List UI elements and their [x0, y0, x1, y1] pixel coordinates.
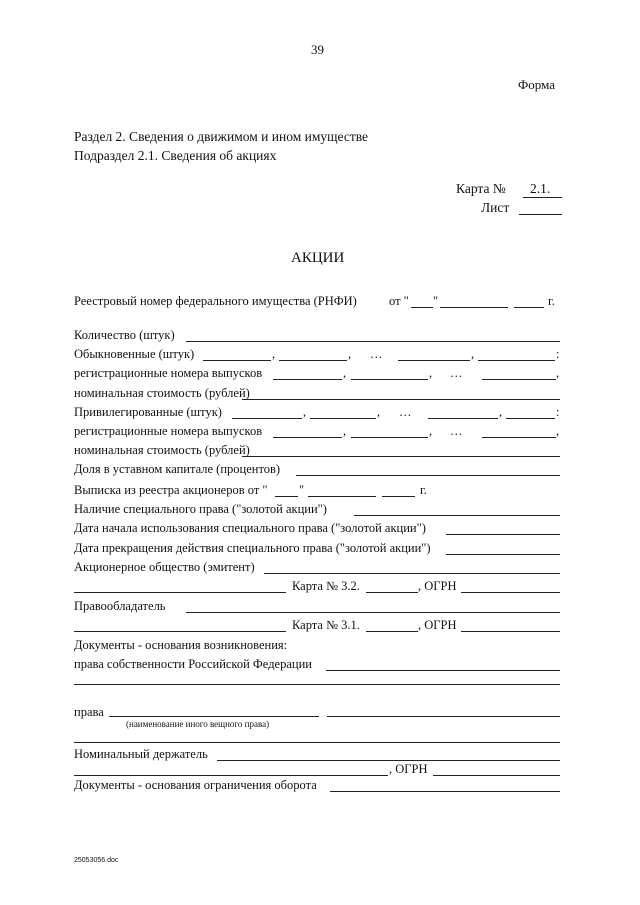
quote: ": [299, 483, 305, 497]
colon: :: [556, 347, 560, 361]
nominal-value-label: номинальная стоимость (рублей): [74, 386, 250, 400]
rnfi-quote: ": [433, 294, 439, 308]
registry-extract-year-suffix: г.: [420, 483, 427, 497]
comma: ,: [377, 405, 381, 419]
subsection-title: Подраздел 2.1. Сведения об акциях: [74, 148, 277, 163]
docs-restriction-label: Документы - основания ограничения оборота: [74, 778, 317, 792]
card-value[interactable]: 2.1.: [530, 181, 551, 196]
preferred-field-1[interactable]: [232, 418, 302, 419]
issuer-ogrn-field[interactable]: [461, 592, 560, 593]
issuer-ogrn-label: , ОГРН: [418, 579, 457, 593]
section-title: Раздел 2. Сведения о движимом и ином имуществе: [74, 129, 369, 144]
issuer-card-label: Карта № 3.2.: [292, 579, 360, 593]
docs-origin-label: Документы - основания возникновения:: [74, 638, 288, 652]
rightholder-name-field[interactable]: [186, 612, 560, 613]
ownership-rf-field[interactable]: [326, 670, 560, 671]
ownership-rf-field-2[interactable]: [74, 684, 560, 685]
rights-name-field[interactable]: [109, 716, 319, 717]
ordinary-field-1[interactable]: [203, 360, 271, 361]
colon: :: [556, 405, 560, 419]
rightholder-card-field[interactable]: [366, 631, 418, 632]
issuer-label: Акционерное общество (эмитент): [74, 560, 255, 574]
sheet-value-field[interactable]: [519, 214, 562, 215]
golden-start-label: Дата начала использования специального права ("золотой акции"): [74, 521, 426, 535]
reg-numbers-2-field-2[interactable]: [351, 437, 428, 438]
nominee-ogrn-label: , ОГРН: [389, 762, 428, 776]
sheet-label: Лист: [481, 200, 510, 215]
preferred-field-4[interactable]: [506, 418, 555, 419]
comma: ,: [499, 405, 503, 419]
nominee-ogrn-field[interactable]: [433, 775, 560, 776]
reg-numbers-2-field-3[interactable]: [482, 437, 556, 438]
issuer-card-field[interactable]: [366, 592, 418, 593]
nominee-name-field-2[interactable]: [74, 775, 388, 776]
rightholder-label: Правообладатель: [74, 599, 166, 613]
ordinary-field-4[interactable]: [478, 360, 555, 361]
golden-start-field[interactable]: [446, 534, 560, 535]
rightholder-card-label: Карта № 3.1.: [292, 618, 360, 632]
comma: ,: [556, 424, 560, 438]
rightholder-ogrn-label: , ОГРН: [418, 618, 457, 632]
rnfi-day-field[interactable]: [411, 307, 433, 308]
comma: ,: [471, 347, 475, 361]
golden-share-label: Наличие специального права ("золотой акции"): [74, 502, 327, 516]
golden-share-field[interactable]: [354, 515, 560, 516]
comma: ,: [429, 366, 433, 380]
registry-extract-month-field[interactable]: [308, 496, 376, 497]
ordinary-label: Обыкновенные (штук): [74, 347, 195, 361]
nominee-name-field[interactable]: [217, 760, 560, 761]
registry-extract-year-field[interactable]: [382, 496, 415, 497]
ellipsis: …: [450, 366, 463, 380]
preferred-field-2[interactable]: [310, 418, 376, 419]
reg-numbers-2-label: регистрационные номера выпусков: [74, 424, 263, 438]
reg-numbers-label: регистрационные номера выпусков: [74, 366, 263, 380]
nominal-value-field[interactable]: [242, 399, 560, 400]
rightholder-ogrn-field[interactable]: [461, 631, 560, 632]
golden-end-label: Дата прекращения действия специального права ("золотой акции"): [74, 541, 431, 555]
rights-doc-field[interactable]: [327, 716, 560, 717]
rnfi-label: Реестровый номер федерального имущества (РНФИ): [74, 294, 357, 308]
document-title: АКЦИИ: [291, 250, 345, 266]
rnfi-date-from: от ": [389, 294, 409, 308]
reg-numbers-field-2[interactable]: [351, 379, 428, 380]
quantity-label: Количество (штук): [74, 328, 175, 342]
preferred-label: Привилегированные (штук): [74, 405, 222, 419]
reg-numbers-field-1[interactable]: [273, 379, 342, 380]
quantity-field[interactable]: [186, 341, 560, 342]
nominee-label: Номинальный держатель: [74, 747, 208, 761]
ellipsis: …: [450, 424, 463, 438]
rnfi-month-field[interactable]: [440, 307, 508, 308]
comma: ,: [429, 424, 433, 438]
comma: ,: [556, 366, 560, 380]
footer-file-name: 25053056.doc: [74, 857, 119, 864]
card-label: Карта №: [456, 181, 506, 196]
reg-numbers-2-field-1[interactable]: [273, 437, 342, 438]
nominal-value-2-label: номинальная стоимость (рублей): [74, 443, 250, 457]
golden-end-field[interactable]: [446, 554, 560, 555]
nominal-value-2-field[interactable]: [242, 456, 560, 457]
comma: ,: [272, 347, 276, 361]
issuer-name-field-2[interactable]: [74, 592, 286, 593]
form-label: Форма: [518, 77, 555, 92]
registry-extract-day-field[interactable]: [275, 496, 298, 497]
share-capital-label: Доля в уставном капитале (процентов): [74, 462, 281, 476]
rights-caption: (наименование иного вещного права): [126, 719, 270, 729]
ownership-rf-label: права собственности Российской Федерации: [74, 657, 312, 671]
comma: ,: [343, 366, 347, 380]
ordinary-field-3[interactable]: [398, 360, 470, 361]
card-value-underline: [523, 197, 562, 198]
rightholder-name-field-2[interactable]: [74, 631, 286, 632]
rights-field-2[interactable]: [74, 742, 560, 743]
docs-restriction-field[interactable]: [330, 791, 560, 792]
ellipsis: …: [370, 347, 383, 361]
ordinary-field-2[interactable]: [279, 360, 347, 361]
comma: ,: [303, 405, 307, 419]
comma: ,: [348, 347, 352, 361]
issuer-name-field[interactable]: [264, 573, 560, 574]
rights-label: права: [74, 705, 104, 719]
share-capital-field[interactable]: [296, 475, 560, 476]
rnfi-year-field[interactable]: [514, 307, 544, 308]
reg-numbers-field-3[interactable]: [482, 379, 556, 380]
ellipsis: …: [399, 405, 412, 419]
registry-extract-label: Выписка из реестра акционеров от ": [74, 483, 268, 497]
preferred-field-3[interactable]: [428, 418, 498, 419]
comma: ,: [343, 424, 347, 438]
page-number: 39: [311, 42, 324, 57]
rnfi-year-suffix: г.: [548, 294, 555, 308]
